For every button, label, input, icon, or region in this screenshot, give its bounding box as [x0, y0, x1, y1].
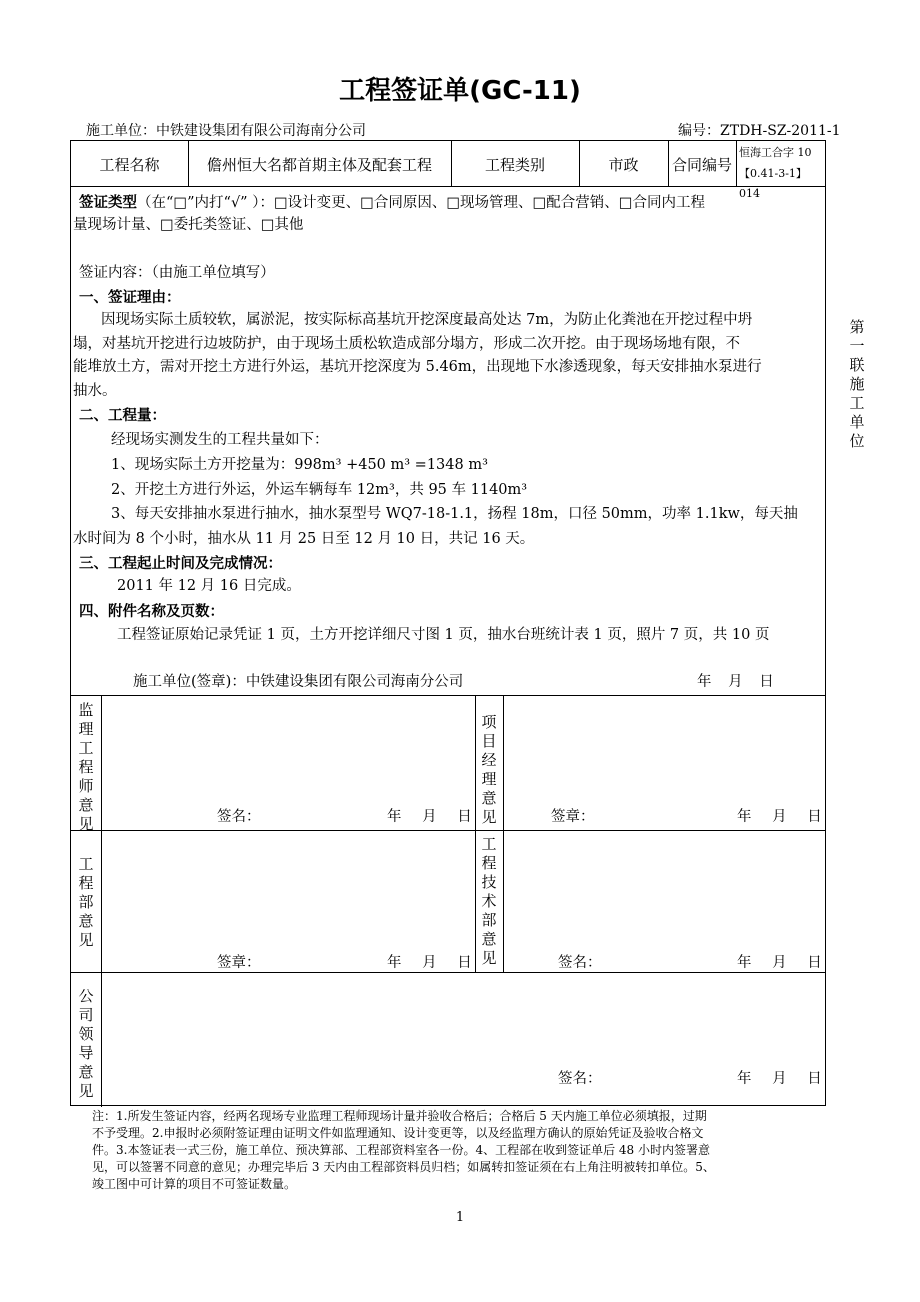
- section-2-line2: 1、现场实际土方开挖量为：998m³ +450 m³ =1348 m³: [111, 457, 488, 473]
- tech-dept-label: 工程技术部意见: [481, 835, 497, 967]
- supervisor-sign: 签名：: [217, 809, 261, 825]
- copy-note: 第一联施工单位: [849, 318, 865, 450]
- contract-no-line1: 恒海工合字 10: [739, 146, 812, 159]
- tech-dept-date: 年 月 日: [737, 955, 822, 971]
- contractor-label: 施工单位：中铁建设集团有限公司海南分公司: [86, 123, 366, 139]
- section-2-line5: 水时间为 8 个小时，抽水从 11 月 25 日至 12 月 10 日，共记 16 天。: [73, 531, 535, 547]
- pm-sign: 签章：: [551, 809, 595, 825]
- content-rule: [71, 695, 825, 696]
- visa-form: [70, 140, 826, 1106]
- category-value: 市政: [608, 156, 639, 174]
- visa-type-line1: [79, 191, 825, 215]
- leader-label: 公司领导意见: [78, 987, 94, 1100]
- section-2-title: 二、工程量：: [79, 407, 166, 424]
- supervisor-date: 年 月 日: [387, 809, 472, 825]
- approval-rule-1: [71, 830, 825, 831]
- eng-dept-label: 工程部意见: [78, 855, 94, 949]
- header-rule: [71, 186, 825, 187]
- page-title: 工程签证单(GC-11): [339, 76, 581, 106]
- project-name-value: 儋州恒大名都首期主体及配套工程: [206, 156, 432, 174]
- visa-type-options: （在“□”内打“√” ）：□设计变更、□合同原因、□现场管理、□配合营销、□合同内工程: [137, 195, 705, 211]
- supervisor-label: 监理工程师意见: [78, 701, 94, 833]
- contractor-seal: 施工单位(签章)：中铁建设集团有限公司海南分公司: [133, 674, 464, 690]
- visa-type-label: 签证类型: [79, 194, 137, 211]
- visa-type-line2: 量现场计量、□委托类签证、□其他: [73, 217, 304, 233]
- section-1-line2: 塌，对基坑开挖进行边坡防护，由于现场土质松软造成部分塌方，形成二次开挖。由于现场场地有限，不: [73, 336, 740, 352]
- section-2-line3: 2、开挖土方进行外运，外运车辆每车 12m³，共 95 车 1140m³: [111, 482, 528, 498]
- contract-no-line2: 【0.41-3-1】014: [739, 167, 807, 200]
- leader-sign: 签名：: [558, 1071, 602, 1087]
- footnote-line: 件。3.本签证表一式三份，施工单位、预决算部、工程部资料室各一份。4、工程部在收到签证单后 48 小时内签署意: [92, 1143, 710, 1157]
- contractor-seal-date: 年 月 日: [697, 674, 774, 690]
- footnote-line: 注：1.所发生签证内容，经两名现场专业监理工程师现场计量并验收合格后；合格后 5 天内施工单位必须填报，过期: [92, 1109, 707, 1123]
- content-intro: 签证内容：（由施工单位填写）: [79, 265, 275, 281]
- page-number: 1: [455, 1210, 465, 1225]
- serial-number: 编号：ZTDH-SZ-2011-1: [678, 123, 841, 139]
- category-label: 工程类别: [484, 156, 545, 174]
- leader-date: 年 月 日: [737, 1071, 822, 1087]
- section-4-title: 四、附件名称及页数：: [79, 603, 224, 620]
- approval-rule-2: [71, 972, 825, 973]
- footnote-line: 竣工图中可计算的项目不可签证数量。: [92, 1177, 297, 1191]
- pm-date: 年 月 日: [737, 809, 822, 825]
- section-3-line1: 2011 年 12 月 16 日完成。: [117, 578, 301, 594]
- section-1-title: 一、签证理由：: [79, 289, 181, 306]
- project-name-label: 工程名称: [99, 156, 160, 174]
- tech-dept-sign: 签名：: [558, 955, 602, 971]
- eng-dept-sign: 签章：: [217, 955, 261, 971]
- contract-no-label: 合同编号: [671, 156, 732, 174]
- footnote: [92, 1108, 814, 1193]
- footnote-line: 见，可以签署不同意的意见；办理完毕后 3 天内由工程部资料员归档；如属转扣签证须在右上角注明被转扣单位。5、: [92, 1160, 715, 1174]
- section-1-line1: 因现场实际土质较软，属淤泥，按实际标高基坑开挖深度最高处达 7m，为防止化粪池在开挖过程中坍: [101, 312, 753, 328]
- section-1-line3: 能堆放土方，需对开挖土方进行外运，基坑开挖深度为 5.46m，出现地下水渗透现象，每天安排抽水泵进行: [73, 359, 762, 375]
- section-2-line4: 3、每天安排抽水泵进行抽水，抽水泵型号 WQ7-18-1.1，扬程 18m，口径 50mm，功率 1.1kw，每天抽: [111, 506, 798, 522]
- footnote-line: 不予受理。2.申报时必须附签证理由证明文件如监理通知、设计变更等，以及经监理方确认的原始凭证及验收合格文: [92, 1126, 704, 1140]
- pm-label: 项目经理意见: [481, 713, 497, 826]
- eng-dept-date: 年 月 日: [387, 955, 472, 971]
- section-1-line4: 抽水。: [73, 383, 117, 399]
- section-3-title: 三、工程起止时间及完成情况：: [79, 555, 282, 572]
- section-4-line1: 工程签证原始记录凭证 1 页，土方开挖详细尺寸图 1 页，抽水台班统计表 1 页，照片 7 页，共 10 页: [117, 627, 770, 643]
- section-2-line1: 经现场实测发生的工程共量如下：: [111, 432, 329, 448]
